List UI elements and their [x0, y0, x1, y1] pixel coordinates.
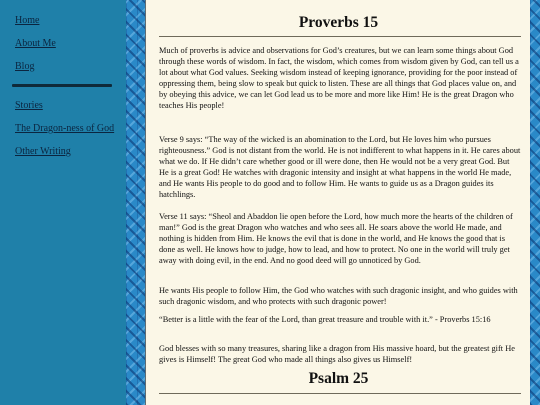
paragraph-verse-9: Verse 9 says: “The way of the wicked is an abomination to the Lord, but He loves him who pursues righteousness.” God is not distant from the world. He is not indifferent to what happens in it. He cares about what we do. If He didn’t care whether good or ill were done, then He would not be a very great God. But He is a great God! He watches with dragonic intensity and insight at what happens in the world He made, and He wants His people to do good and to follow Him. He wants to guide us as a Dragon guides its hatchlings. [159, 135, 521, 199]
paragraph-intro: Much of proverbs is advice and observations for God’s creatures, but we can learn some things about God through these words of wisdom. In fact, the wisdom, which comes from wisdom given by God, can tell us a lot about what God values. Seeking wisdom instead of keeping ignorance, providing for the poor instead of oppressing them, being slow to speak but quick to listen. These are all things that God places value on, and by obeying this advice, we can let God lead us to be more and more like Him! He is the great Dragon who teaches His people! [159, 46, 519, 110]
section-title-proverbs-15: Proverbs 15 [298, 14, 379, 31]
paragraph-treasures: God blesses with so many treasures, sharing like a dragon from His massive hoard, but the greatest gift He gives is Himself! The great God who made all things also gives us Himself! [159, 344, 515, 364]
sidebar-nav [0, 0, 126, 405]
main-content[interactable] [145, 0, 531, 405]
nav-link-blog[interactable]: Blog [15, 61, 35, 72]
section-title-psalm-25: Psalm 25 [308, 370, 369, 387]
title-divider [159, 36, 521, 37]
decorative-pattern-left [126, 0, 145, 405]
decorative-pattern-right [530, 0, 540, 405]
paragraph-verse-11: Verse 11 says: “Sheol and Abaddon lie open before the Lord, how much more the hearts of the children of man!” God is the great Dragon who watches and who sees all. He soars above the world He made, and nothing is hidden from Him. He knows the evil that is done in the world, and He knows the good that is done as well. He knows how to judge, how to lead, and how to protect. No one in the world will truly get away with doing evil, in the end. And no good deed will go unnoticed by God. [159, 212, 513, 265]
sidebar-divider [12, 84, 112, 87]
nav-link-home[interactable]: Home [15, 15, 40, 26]
nav-link-about-me[interactable]: About Me [15, 38, 56, 49]
paragraph-quote-15-16: “Better is a little with the fear of the Lord, than great treasure and trouble with it.” - Proverbs 15:16 [159, 315, 491, 324]
title-divider-2 [159, 393, 521, 394]
nav-link-other-writing[interactable]: Other Writing [15, 146, 71, 157]
nav-link-dragon-ness-of-god[interactable]: The Dragon-ness of God [15, 123, 115, 134]
paragraph-follow-him: He wants His people to follow Him, the God who watches with such dragonic insight, and who guides with such dragonic wisdom, and who protects with such dragonic power! [159, 286, 518, 306]
nav-link-stories[interactable]: Stories [15, 100, 43, 111]
